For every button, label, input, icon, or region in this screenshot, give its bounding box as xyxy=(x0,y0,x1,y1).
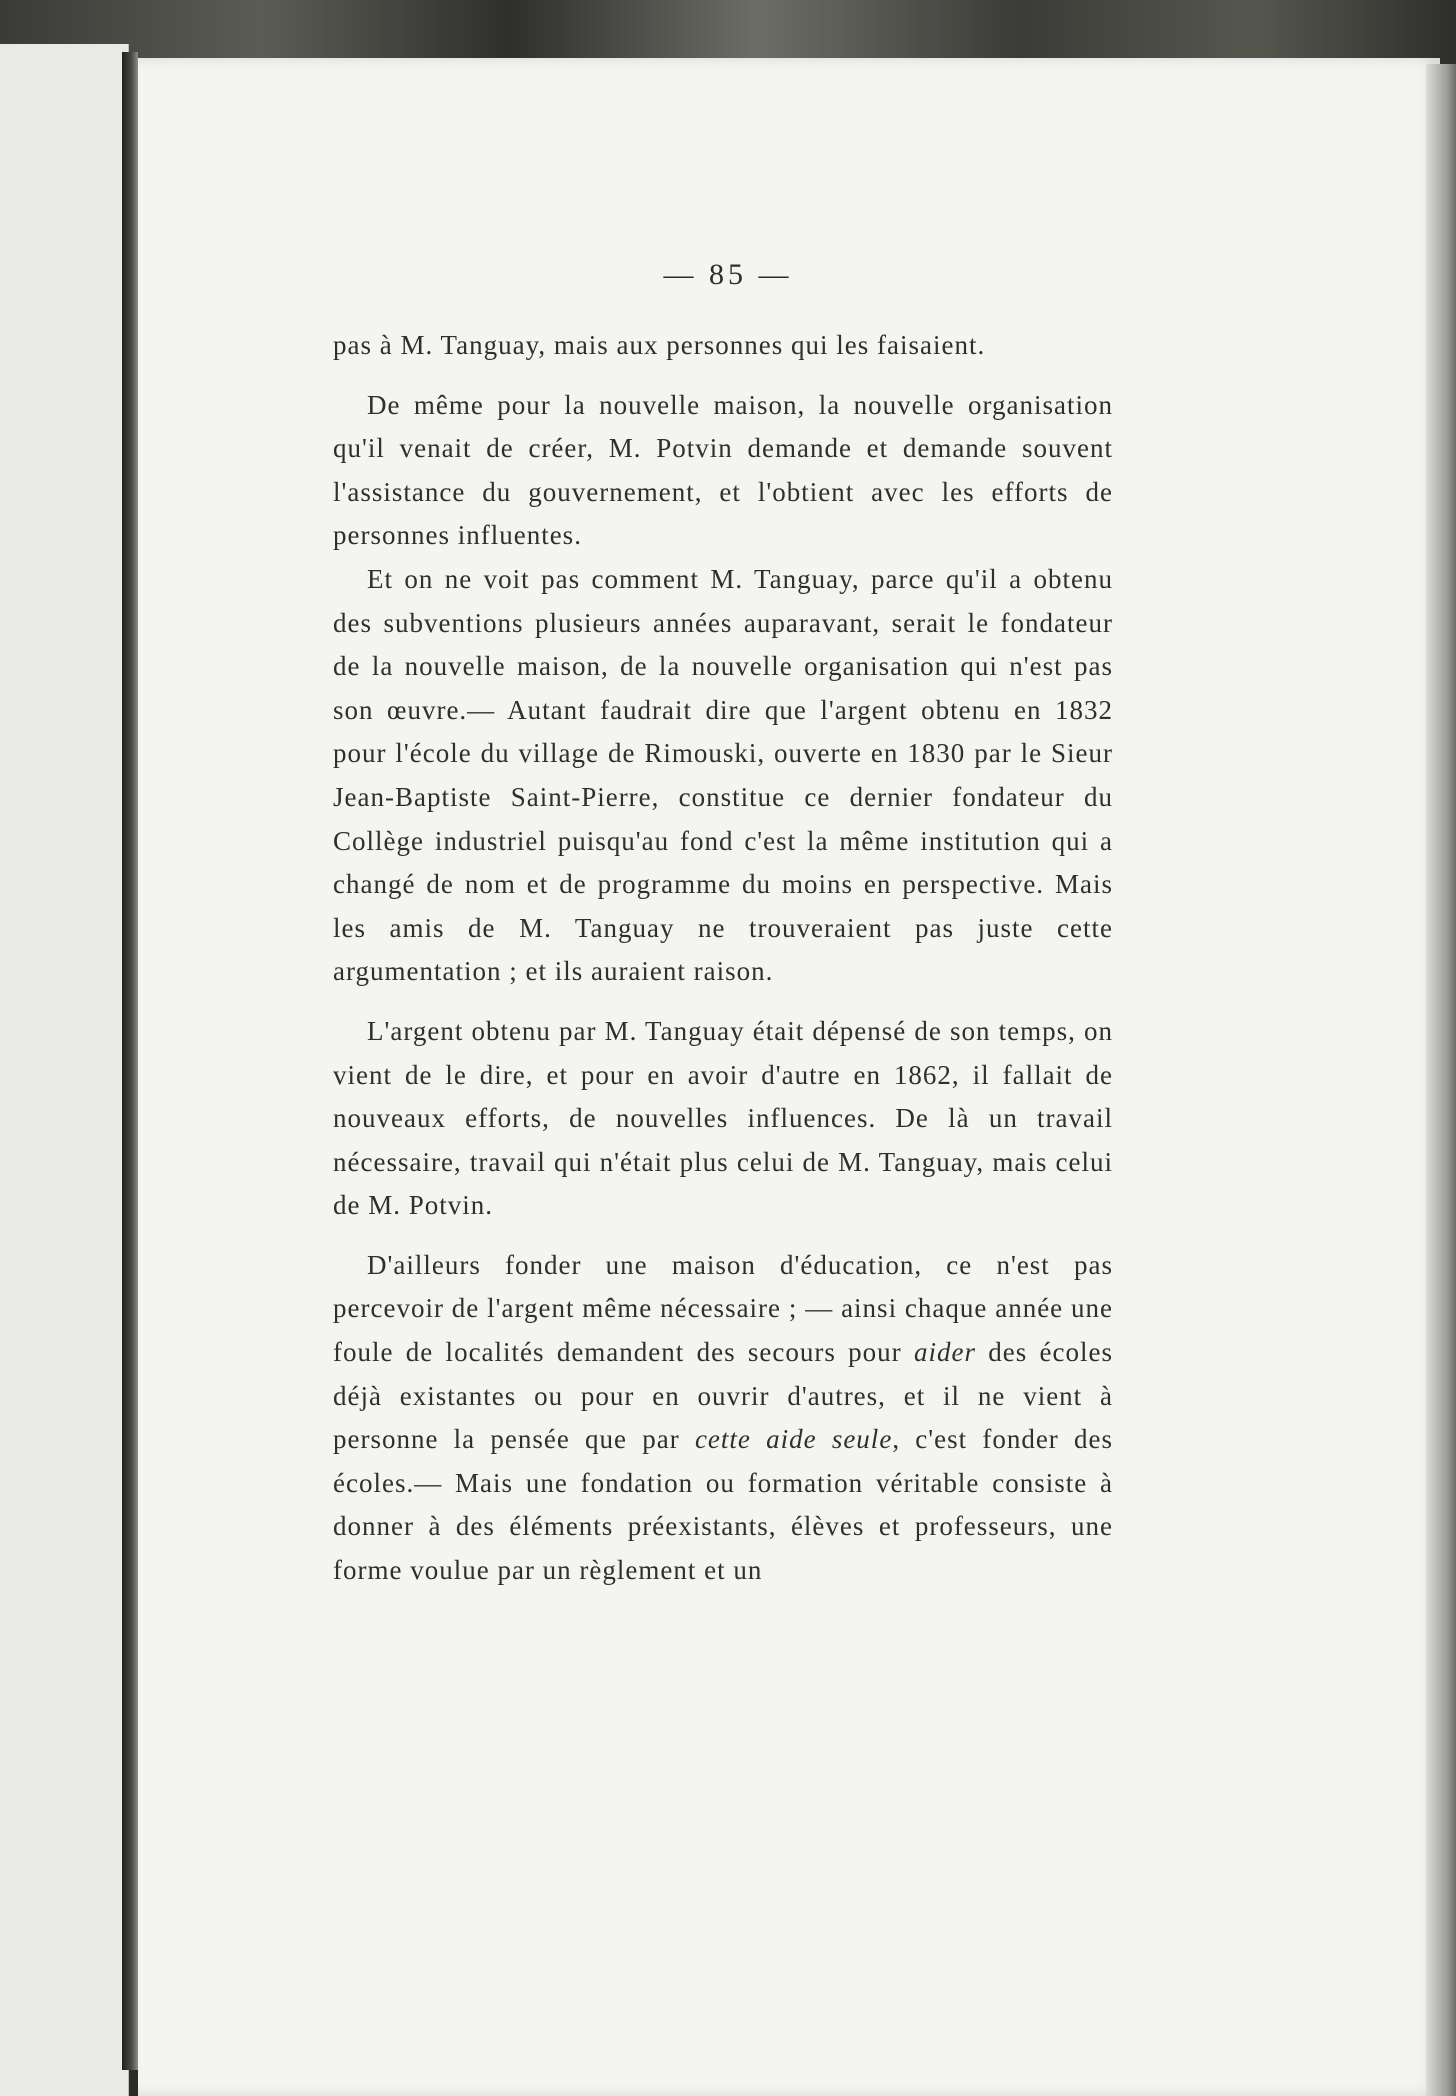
paragraph-3: Et on ne voit pas comment M. Tanguay, parce qu'il a obtenu des subventions plusieurs années auparavant, serait le fondateur de la nouvelle maison, de la nouvelle organisation qui n'est pas son œuvre.— Autant faudrait dire que l'argent obtenu en 1832 pour l'école du village de Rimouski, ouverte en 1830 par le Sieur Jean-Baptiste Saint-Pierre, constitue ce dernier fondateur du Collège industriel puisqu'au fond c'est la même institution qui a changé de nom et de programme du moins en perspective. Mais les amis de M. Tanguay ne trouveraient pas juste cette argumentation ; et ils auraient raison. xyxy=(333,563,1113,987)
book-spine xyxy=(122,52,138,2070)
paragraph-4: L'argent obtenu par M. Tanguay était dépensé de son temps, on vient de le dire, et pour en avoir d'autre en 1862, il fallait de nouveaux efforts, de nouvelles influences. De là un travail nécessaire, travail qui n'était plus celui de M. Tanguay, mais celui de M. Potvin. xyxy=(333,1015,1113,1221)
left-page-edge xyxy=(0,44,129,2096)
paragraph-1: pas à M. Tanguay, mais aux personnes qui les faisaient. xyxy=(333,330,986,360)
italic-cette-aide-seule: cette aide seule xyxy=(694,1424,893,1455)
page-number: — 85 — xyxy=(663,258,793,291)
body-text xyxy=(333,324,1113,1593)
italic-aider: aider xyxy=(913,1337,976,1368)
paragraph-2: De même pour la nouvelle maison, la nouvelle organisation qu'il venait de créer, M. Potvin demande et demande souvent l'assistance du gouvernement, et l'obtient avec les efforts de personnes influentes. xyxy=(333,389,1113,551)
page-edge-shadow xyxy=(1426,64,1456,2096)
paragraph-5: D'ailleurs fonder une maison d'éducation, ce n'est pas percevoir de l'argent même nécessaire ; — ainsi chaque année une foule de localités demandent des secours pour aider des écoles déjà existantes ou pour en ouvrir d'autres, et il ne vient à personne la pensée que par cette aide seule, c'est fonder des écoles.— Mais une fondation ou formation véritable consiste à donner à des éléments préexistants, élèves et professeurs, une forme voulue par un règlement et un xyxy=(333,1249,1114,1586)
